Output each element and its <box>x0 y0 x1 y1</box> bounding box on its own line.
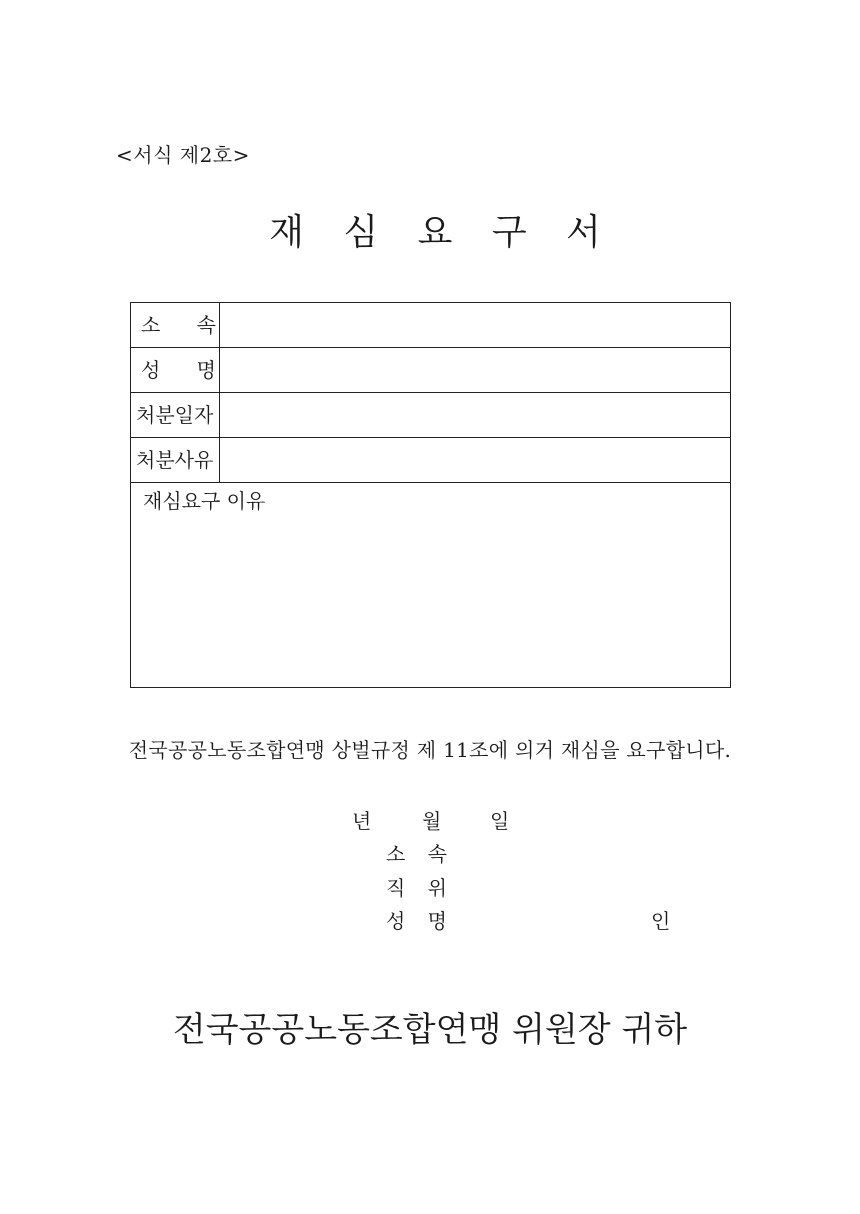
document-title: 재 심 요 구 서 <box>269 212 615 253</box>
table-row-disposition-date <box>131 393 730 438</box>
date-year: 년 <box>352 809 372 833</box>
date-month: 월 <box>422 809 442 833</box>
signature-name: 성 명 <box>386 909 455 933</box>
row-label-affiliation: 소 속 <box>131 303 220 347</box>
row-label-name: 성 명 <box>131 348 220 392</box>
table-row-affiliation <box>131 303 730 348</box>
disposition-date-field[interactable] <box>220 393 730 437</box>
table-row-name <box>131 348 730 393</box>
signature-position: 직 위 <box>386 876 455 900</box>
disposition-reason-field[interactable] <box>220 438 730 482</box>
form-table <box>130 302 731 688</box>
reconsideration-reason-field[interactable] <box>131 509 730 687</box>
reconsideration-reason-label: 재심요구 이유 <box>143 489 266 513</box>
row-label-disposition-date: 처분일자 <box>131 393 220 437</box>
form-number: <서식 제2호> <box>116 143 250 167</box>
table-row-disposition-reason <box>131 438 730 483</box>
row-label-disposition-reason: 처분사유 <box>131 438 220 482</box>
name-field[interactable] <box>220 348 730 392</box>
addressee: 전국공공노동조합연맹 위원장 귀하 <box>172 1010 688 1050</box>
statement: 전국공공노동조합연맹 상벌규정 제 11조에 의거 재심을 요구합니다. <box>128 738 732 762</box>
affiliation-field[interactable] <box>220 303 730 347</box>
seal-mark: 인 <box>651 909 671 933</box>
date-day: 일 <box>490 809 510 833</box>
signature-affiliation: 소 속 <box>386 842 455 866</box>
